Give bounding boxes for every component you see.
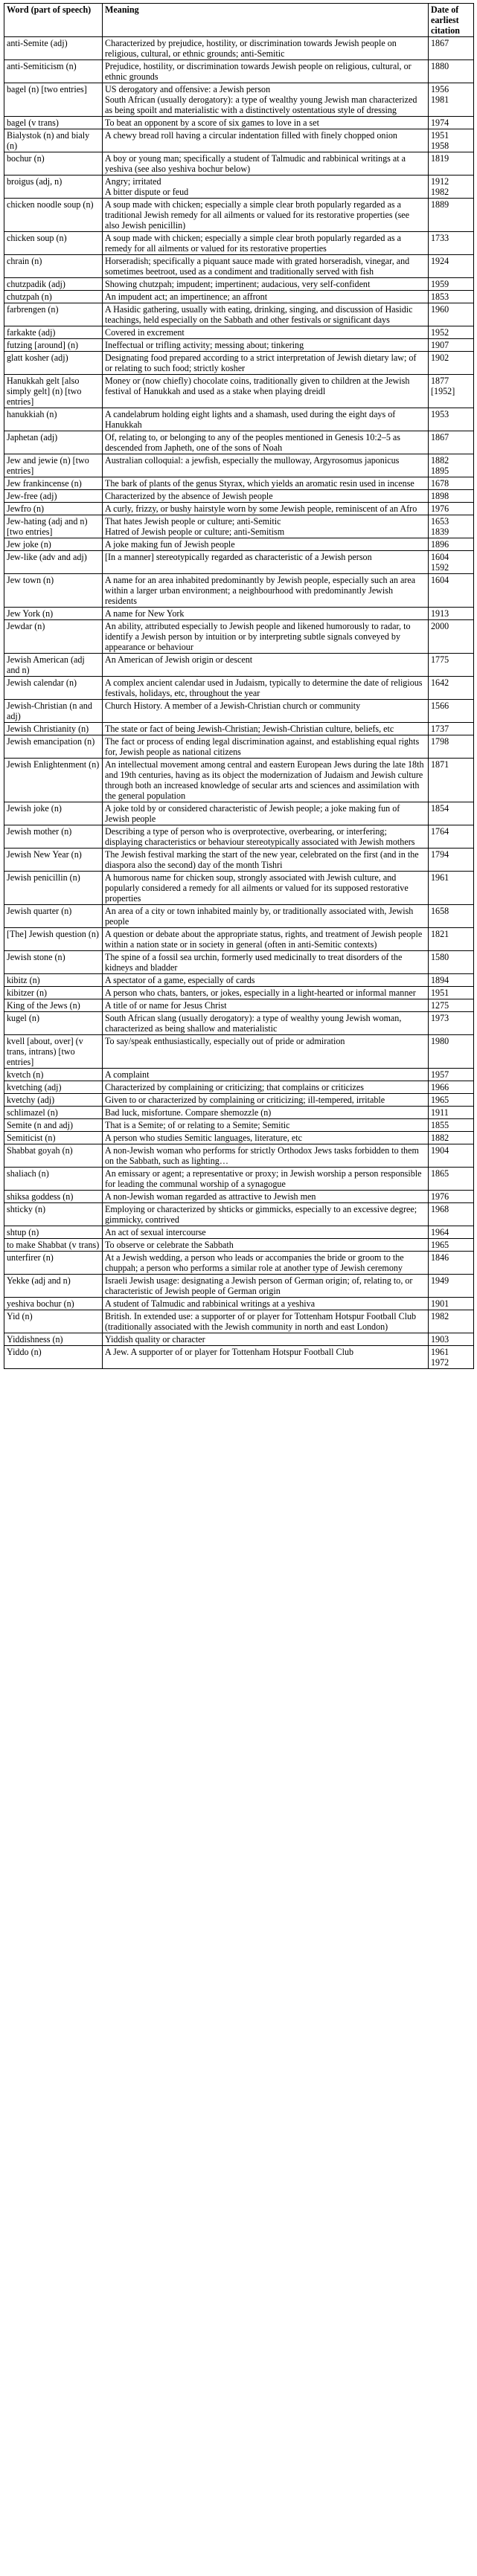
table-row (4, 905, 474, 928)
table-row (4, 1069, 474, 1081)
table-row (4, 176, 474, 199)
date-cell: 1980 (429, 1035, 474, 1069)
date-cell: 1896 (429, 538, 474, 551)
meaning-cell: A name for an area inhabited predominantly by Jewish people, especially such an area within a larger urban environment; a neighbourhood with predominantly Jewish residents (103, 574, 429, 608)
word-cell: kibitz (n) (4, 974, 103, 987)
word-cell: unterfirer (n) (4, 1252, 103, 1275)
word-cell: Shabbat goyah (n) (4, 1144, 103, 1168)
word-cell: Jewish Christianity (n) (4, 723, 103, 735)
table-row (4, 408, 474, 431)
table-row (4, 759, 474, 802)
word-cell: Yid (n) (4, 1310, 103, 1333)
meaning-cell: Australian colloquial: a jewfish, especially the mulloway, Argyrosomus japonicus (103, 454, 429, 477)
table-row (4, 37, 474, 60)
meaning-cell: Employing or characterized by shticks or gimmicks, especially to an excessive degree; gimmicky, contrived (103, 1203, 429, 1226)
word-cell: hanukkiah (n) (4, 408, 103, 431)
date-cell: 1982 (429, 1310, 474, 1333)
meaning-cell: A complex ancient calendar used in Judaism, typically to determine the date of religious festivals, holidays, etc, throughout the year (103, 677, 429, 700)
date-cell: 1794 (429, 849, 474, 872)
date-cell: 1853 (429, 291, 474, 303)
word-cell: chrain (n) (4, 255, 103, 278)
date-cell: 1913 (429, 608, 474, 620)
date-cell: 1678 (429, 477, 474, 490)
word-cell: chutzpadik (adj) (4, 278, 103, 291)
table-row (4, 1081, 474, 1094)
date-cell: 1658 (429, 905, 474, 928)
date-cell: 1798 (429, 735, 474, 759)
date-cell: 1854 (429, 802, 474, 825)
table-row (4, 928, 474, 951)
table-row (4, 677, 474, 700)
date-cell: 1642 (429, 677, 474, 700)
date-cell: 1882 1895 (429, 454, 474, 477)
meaning-cell: Prejudice, hostility, or discrimination towards Jewish people on religious, cultural, or ethnic grounds (103, 60, 429, 83)
word-cell: Jew York (n) (4, 608, 103, 620)
date-cell: 1952 (429, 326, 474, 339)
word-cell: Yekke (adj and n) (4, 1275, 103, 1298)
meaning-cell: That is a Semite; of or relating to a Semite; Semitic (103, 1119, 429, 1132)
meaning-cell: A chewy bread roll having a circular indentation filled with finely chopped onion (103, 129, 429, 152)
word-cell: Jewish calendar (n) (4, 677, 103, 700)
table-row (4, 1132, 474, 1144)
word-cell: chicken noodle soup (n) (4, 199, 103, 232)
meaning-cell: A Jew. A supporter of or player for Tottenham Hotspur Football Club (103, 1346, 429, 1369)
date-cell: 1867 (429, 37, 474, 60)
meaning-cell: An intellectual movement among central and eastern European Jews during the late 18th and 19th centuries, having as its object the modernization of Judaism and Jewish culture through both an increased knowledge of secular arts and sciences and assimilation with the general population (103, 759, 429, 802)
word-table (4, 3, 474, 1369)
date-cell: 1904 (429, 1144, 474, 1168)
word-cell: yeshiva bochur (n) (4, 1298, 103, 1310)
date-cell: 1976 (429, 503, 474, 515)
table-row (4, 620, 474, 654)
word-cell: Jew joke (n) (4, 538, 103, 551)
word-cell: shtup (n) (4, 1226, 103, 1239)
table-row (4, 974, 474, 987)
word-cell: kvell [about, over] (v trans, intrans) [two entries] (4, 1035, 103, 1069)
table-row (4, 117, 474, 129)
date-cell: 1924 (429, 255, 474, 278)
meaning-cell: To observe or celebrate the Sabbath (103, 1239, 429, 1252)
table-row (4, 987, 474, 999)
word-cell: Jewish quarter (n) (4, 905, 103, 928)
table-row (4, 700, 474, 723)
table-row (4, 352, 474, 375)
table-row (4, 255, 474, 278)
date-cell: 1912 1982 (429, 176, 474, 199)
meaning-cell: An area of a city or town inhabited mainly by, or traditionally associated with, Jewish people (103, 905, 429, 928)
meaning-cell: To say/speak enthusiastically, especially out of pride or admiration (103, 1035, 429, 1069)
date-cell: 1855 (429, 1119, 474, 1132)
word-cell: farbrengen (n) (4, 303, 103, 326)
word-cell: anti-Semite (adj) (4, 37, 103, 60)
meaning-cell: A joke making fun of Jewish people (103, 538, 429, 551)
date-cell: 1959 (429, 278, 474, 291)
table-row (4, 802, 474, 825)
table-row (4, 654, 474, 677)
word-cell: shiksa goddess (n) (4, 1191, 103, 1203)
word-cell: Bialystok (n) and bialy (n) (4, 129, 103, 152)
meaning-cell: An emissary or agent; a representative or proxy; in Jewish worship a person responsible for leading the communal worship of a synagogue (103, 1168, 429, 1191)
meaning-cell: At a Jewish wedding, a person who leads or accompanies the bride or groom to the chuppah; a person who performs a similar role at another type of Jewish ceremony (103, 1252, 429, 1275)
meaning-cell: A Hasidic gathering, usually with eating, drinking, singing, and discussion of Hasidic teachings, held especially on the Sabbath and other festivals or significant days (103, 303, 429, 326)
column-header-date: Date of earliest citation (429, 4, 474, 37)
table-row (4, 503, 474, 515)
table-row (4, 999, 474, 1012)
meaning-cell: A boy or young man; specifically a student of Talmudic and rabbinical writings at a yeshiva (see also yeshiva bochur below) (103, 152, 429, 176)
meaning-cell: A spectator of a game, especially of cards (103, 974, 429, 987)
date-cell: 1974 (429, 117, 474, 129)
table-row (4, 431, 474, 454)
meaning-cell: Of, relating to, or belonging to any of the peoples mentioned in Genesis 10:2–5 as descended from Japheth, one of the sons of Noah (103, 431, 429, 454)
meaning-cell: A candelabrum holding eight lights and a shamash, used during the eight days of Hanukkah (103, 408, 429, 431)
table-row (4, 1119, 474, 1132)
date-cell: 1819 (429, 152, 474, 176)
date-cell: 1961 1972 (429, 1346, 474, 1369)
word-cell: futzing [around] (n) (4, 339, 103, 352)
header-row (4, 4, 474, 37)
meaning-cell: Ineffectual or trifling activity; messing about; tinkering (103, 339, 429, 352)
word-cell: [The] Jewish question (n) (4, 928, 103, 951)
table-row (4, 291, 474, 303)
word-cell: Semite (n and adj) (4, 1119, 103, 1132)
date-cell: 1965 (429, 1094, 474, 1107)
meaning-cell: A question or debate about the appropriate status, rights, and treatment of Jewish people within a nation state or in society in general (often in anti-Semitic contexts) (103, 928, 429, 951)
date-cell: 1275 (429, 999, 474, 1012)
table-row (4, 375, 474, 408)
word-cell: Jewish joke (n) (4, 802, 103, 825)
meaning-cell: The bark of plants of the genus Styrax, which yields an aromatic resin used in incense (103, 477, 429, 490)
word-cell: Jewish penicillin (n) (4, 872, 103, 905)
word-cell: chutzpah (n) (4, 291, 103, 303)
date-cell: 1898 (429, 490, 474, 503)
table-row (4, 825, 474, 849)
table-row (4, 1239, 474, 1252)
word-cell: bochur (n) (4, 152, 103, 176)
word-cell: Jewdar (n) (4, 620, 103, 654)
word-cell: Jewish American (adj and n) (4, 654, 103, 677)
date-cell: 1953 (429, 408, 474, 431)
table-row (4, 199, 474, 232)
date-cell: 1966 (429, 1081, 474, 1094)
meaning-cell: Money or (now chiefly) chocolate coins, traditionally given to children at the Jewish festival of Hanukkah and used as a stake when playing dreidl (103, 375, 429, 408)
meaning-cell: Horseradish; specifically a piquant sauce made with grated horseradish, vinegar, and sometimes beetroot, used as a condiment and traditionally served with fish (103, 255, 429, 278)
date-cell: 1880 (429, 60, 474, 83)
date-cell: 1951 1958 (429, 129, 474, 152)
date-cell: 1764 (429, 825, 474, 849)
date-cell: 1903 (429, 1333, 474, 1346)
word-cell: Yiddo (n) (4, 1346, 103, 1369)
word-cell: kvetch (n) (4, 1069, 103, 1081)
date-cell: 2000 (429, 620, 474, 654)
meaning-cell: [In a manner] stereotypically regarded as characteristic of a Jewish person (103, 551, 429, 574)
table-row (4, 278, 474, 291)
table-row (4, 490, 474, 503)
column-header-word: Word (part of speech) (4, 4, 103, 37)
table-row (4, 303, 474, 326)
table-row (4, 1310, 474, 1333)
date-cell: 1956 1981 (429, 83, 474, 117)
table-row (4, 872, 474, 905)
word-cell: chicken soup (n) (4, 232, 103, 255)
meaning-cell: Israeli Jewish usage: designating a Jewish person of German origin; of, relating to, or characteristic of Jewish people of German origin (103, 1275, 429, 1298)
word-cell: Jew-like (adv and adj) (4, 551, 103, 574)
word-cell: kugel (n) (4, 1012, 103, 1035)
word-cell: shaliach (n) (4, 1168, 103, 1191)
date-cell: 1976 (429, 1191, 474, 1203)
meaning-cell: A person who studies Semitic languages, literature, etc (103, 1132, 429, 1144)
date-cell: 1907 (429, 339, 474, 352)
table-row (4, 735, 474, 759)
meaning-cell: Covered in excrement (103, 326, 429, 339)
date-cell: 1894 (429, 974, 474, 987)
meaning-cell: The fact or process of ending legal discrimination against, and establishing equal rights for, Jewish people as national citizens (103, 735, 429, 759)
date-cell: 1889 (429, 199, 474, 232)
word-cell: Hanukkah gelt [also simply gelt] (n) [two entries] (4, 375, 103, 408)
word-cell: Jew town (n) (4, 574, 103, 608)
meaning-cell: Characterized by the absence of Jewish people (103, 490, 429, 503)
date-cell: 1964 (429, 1226, 474, 1239)
meaning-cell: A person who chats, banters, or jokes, especially in a light-hearted or informal manner (103, 987, 429, 999)
meaning-cell: Church History. A member of a Jewish-Christian church or community (103, 700, 429, 723)
table-row (4, 1012, 474, 1035)
meaning-cell: A curly, frizzy, or bushy hairstyle worn by some Jewish people, reminiscent of an Afro (103, 503, 429, 515)
word-cell: schlimazel (n) (4, 1107, 103, 1119)
table-row (4, 339, 474, 352)
meaning-cell: Characterized by prejudice, hostility, or discrimination towards Jewish people on religious, cultural, or ethnic grounds; anti-Semitic (103, 37, 429, 60)
table-row (4, 129, 474, 152)
word-cell: Jewish New Year (n) (4, 849, 103, 872)
table-row (4, 60, 474, 83)
meaning-cell: To beat an opponent by a score of six games to love in a set (103, 117, 429, 129)
meaning-cell: A non-Jewish woman who performs for strictly Orthodox Jews tasks forbidden to them on the Sabbath, such as lighting… (103, 1144, 429, 1168)
meaning-cell: A non-Jewish woman regarded as attractive to Jewish men (103, 1191, 429, 1203)
table-row (4, 608, 474, 620)
table-row (4, 83, 474, 117)
meaning-cell: The Jewish festival marking the start of the new year, celebrated on the first (and in the diaspora also the second) day of the month Tishri (103, 849, 429, 872)
word-cell: Semiticist (n) (4, 1132, 103, 1144)
table-row (4, 326, 474, 339)
word-cell: Japhetan (adj) (4, 431, 103, 454)
date-cell: 1737 (429, 723, 474, 735)
word-cell: kibitzer (n) (4, 987, 103, 999)
date-cell: 1957 (429, 1069, 474, 1081)
table-row (4, 1107, 474, 1119)
meaning-cell: A soup made with chicken; especially a simple clear broth popularly regarded as a remedy for all ailments or valued for its restorative properties (103, 232, 429, 255)
date-cell: 1882 (429, 1132, 474, 1144)
meaning-cell: An act of sexual intercourse (103, 1226, 429, 1239)
table-row (4, 951, 474, 974)
meaning-cell: Angry; irritated A bitter dispute or feud (103, 176, 429, 199)
date-cell: 1949 (429, 1275, 474, 1298)
date-cell: 1846 (429, 1252, 474, 1275)
word-cell: bagel (v trans) (4, 117, 103, 129)
table-row (4, 574, 474, 608)
word-cell: bagel (n) [two entries] (4, 83, 103, 117)
date-cell: 1902 (429, 352, 474, 375)
word-cell: to make Shabbat (v trans) (4, 1239, 103, 1252)
date-cell: 1653 1839 (429, 515, 474, 538)
date-cell: 1867 (429, 431, 474, 454)
date-cell: 1961 (429, 872, 474, 905)
meaning-cell: A student of Talmudic and rabbinical writings at a yeshiva (103, 1298, 429, 1310)
date-cell: 1911 (429, 1107, 474, 1119)
date-cell: 1960 (429, 303, 474, 326)
meaning-cell: A joke told by or considered characteristic of Jewish people; a joke making fun of Jewish people (103, 802, 429, 825)
word-cell: kvetchy (adj) (4, 1094, 103, 1107)
meaning-cell: Characterized by complaining or criticizing; that complains or criticizes (103, 1081, 429, 1094)
date-cell: 1733 (429, 232, 474, 255)
table-row (4, 551, 474, 574)
meaning-cell: An ability, attributed especially to Jewish people and likened humorously to radar, to identify a Jewish person by intuition or by interpreting subtle signals conveyed by appearance or behaviour (103, 620, 429, 654)
meaning-cell: Bad luck, misfortune. Compare shemozzle (n) (103, 1107, 429, 1119)
word-cell: Jewish-Christian (n and adj) (4, 700, 103, 723)
date-cell: 1965 (429, 1239, 474, 1252)
date-cell: 1566 (429, 700, 474, 723)
meaning-cell: Given to or characterized by complaining or criticizing; ill-tempered, irritable (103, 1094, 429, 1107)
table-row (4, 723, 474, 735)
table-row (4, 1346, 474, 1369)
meaning-cell: The state or fact of being Jewish-Christian; Jewish-Christian culture, beliefs, etc (103, 723, 429, 735)
column-header-meaning: Meaning (103, 4, 429, 37)
word-cell: anti-Semiticism (n) (4, 60, 103, 83)
table-row (4, 1226, 474, 1239)
date-cell: 1877 [1952] (429, 375, 474, 408)
word-cell: Jewish emancipation (n) (4, 735, 103, 759)
meaning-cell: US derogatory and offensive: a Jewish person South African (usually derogatory): a type of wealthy young Jewish man characterized as being spoilt and materialistic with a distinctively ostentatious style of dressing (103, 83, 429, 117)
date-cell: 1973 (429, 1012, 474, 1035)
word-cell: shticky (n) (4, 1203, 103, 1226)
meaning-cell: Designating food prepared according to a strict interpretation of Jewish dietary law; of or relating to such food; strictly kosher (103, 352, 429, 375)
meaning-cell: The spine of a fossil sea urchin, formerly used medicinally to treat disorders of the kidneys and bladder (103, 951, 429, 974)
word-cell: Jew and jewie (n) [two entries] (4, 454, 103, 477)
table-body (4, 37, 474, 1369)
date-cell: 1901 (429, 1298, 474, 1310)
table-row (4, 454, 474, 477)
meaning-cell: Showing chutzpah; impudent; impertinent; audacious, very self-confident (103, 278, 429, 291)
table-row (4, 1298, 474, 1310)
table-row (4, 152, 474, 176)
meaning-cell: A title of or name for Jesus Christ (103, 999, 429, 1012)
table-row (4, 1203, 474, 1226)
meaning-cell: That hates Jewish people or culture; anti-Semitic Hatred of Jewish people or culture; anti-Semitism (103, 515, 429, 538)
date-cell: 1821 (429, 928, 474, 951)
meaning-cell: British. In extended use: a supporter of or player for Tottenham Hotspur Football Club (traditionally associated with the Jewish community in north and east London) (103, 1310, 429, 1333)
meaning-cell: Yiddish quality or character (103, 1333, 429, 1346)
word-cell: kvetching (adj) (4, 1081, 103, 1094)
meaning-cell: An impudent act; an impertinence; an affront (103, 291, 429, 303)
meaning-cell: A complaint (103, 1069, 429, 1081)
table-row (4, 1333, 474, 1346)
word-cell: Yiddishness (n) (4, 1333, 103, 1346)
word-cell: Jewish Enlightenment (n) (4, 759, 103, 802)
date-cell: 1604 (429, 574, 474, 608)
date-cell: 1604 1592 (429, 551, 474, 574)
table-row (4, 1035, 474, 1069)
date-cell: 1865 (429, 1168, 474, 1191)
word-cell: Jew-free (adj) (4, 490, 103, 503)
meaning-cell: An American of Jewish origin or descent (103, 654, 429, 677)
table-row (4, 849, 474, 872)
word-cell: Jewish stone (n) (4, 951, 103, 974)
table-row (4, 1168, 474, 1191)
document-page (4, 3, 473, 1369)
date-cell: 1951 (429, 987, 474, 999)
meaning-cell: A humorous name for chicken soup, strongly associated with Jewish culture, and popularly considered a remedy for all ailments or valued for its supposed restorative properties (103, 872, 429, 905)
word-cell: Jew frankincense (n) (4, 477, 103, 490)
word-cell: Jew-hating (adj and n) [two entries] (4, 515, 103, 538)
word-cell: Jewfro (n) (4, 503, 103, 515)
word-cell: broigus (adj, n) (4, 176, 103, 199)
word-cell: glatt kosher (adj) (4, 352, 103, 375)
meaning-cell: A soup made with chicken; especially a simple clear broth popularly regarded as a traditional Jewish remedy for all ailments or valued for its restorative properties (see also Jewish penicillin) (103, 199, 429, 232)
meaning-cell: A name for New York (103, 608, 429, 620)
table-row (4, 1144, 474, 1168)
date-cell: 1968 (429, 1203, 474, 1226)
table-row (4, 477, 474, 490)
meaning-cell: South African slang (usually derogatory): a type of wealthy young Jewish woman, characterized as being shallow and materialistic (103, 1012, 429, 1035)
word-cell: farkakte (adj) (4, 326, 103, 339)
table-row (4, 232, 474, 255)
word-cell: Jewish mother (n) (4, 825, 103, 849)
date-cell: 1871 (429, 759, 474, 802)
meaning-cell: Describing a type of person who is overprotective, overbearing, or interfering; displaying characteristics or behaviour stereotypically associated with Jewish mothers (103, 825, 429, 849)
table-row (4, 538, 474, 551)
table-row (4, 1094, 474, 1107)
date-cell: 1580 (429, 951, 474, 974)
table-row (4, 1191, 474, 1203)
table-row (4, 515, 474, 538)
date-cell: 1775 (429, 654, 474, 677)
word-cell: King of the Jews (n) (4, 999, 103, 1012)
table-row (4, 1252, 474, 1275)
table-row (4, 1275, 474, 1298)
